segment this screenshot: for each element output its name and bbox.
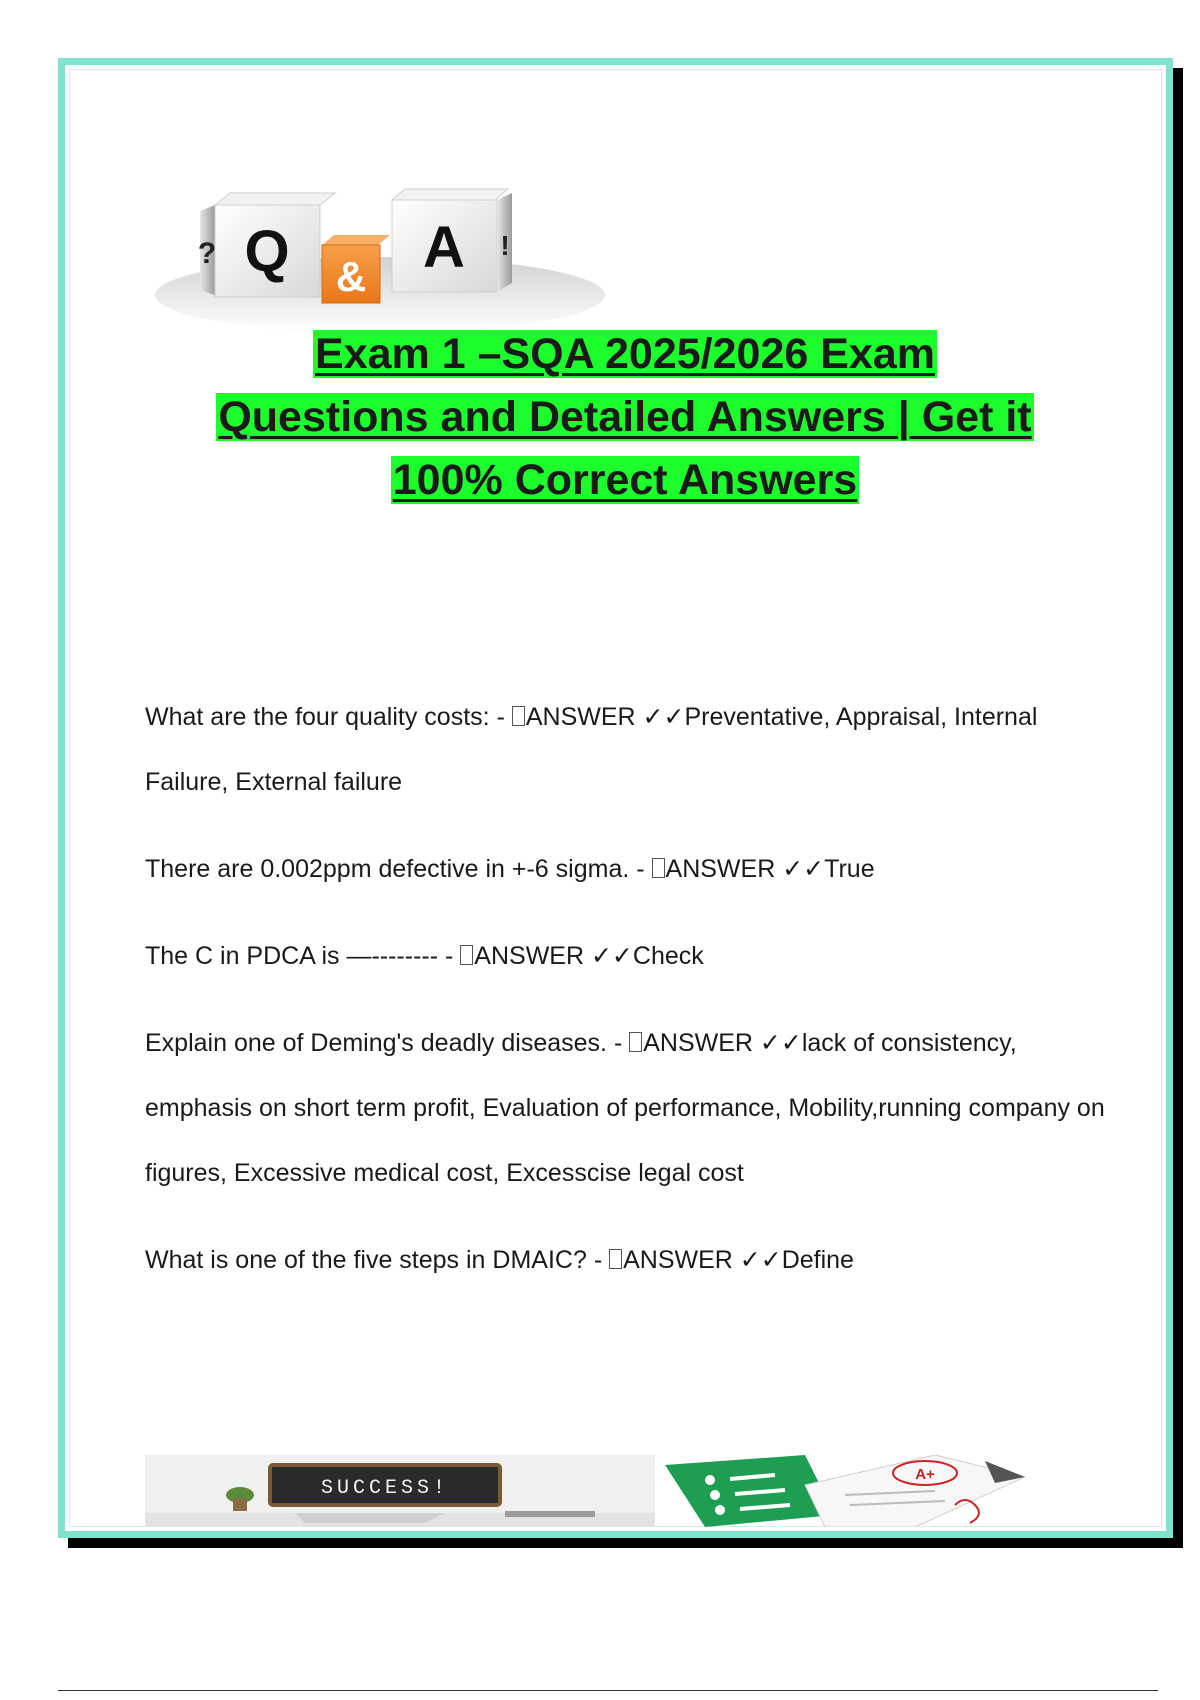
answer-text: Define [781, 1246, 854, 1274]
qa-item [145, 837, 1105, 902]
separator: - [613, 1029, 630, 1057]
missing-glyph-icon [629, 1032, 642, 1052]
grade-mark: A+ [915, 1466, 935, 1483]
a-die [392, 189, 512, 292]
double-check-icon: ✓✓ [759, 1029, 802, 1057]
question-text: What are the four quality costs: [145, 703, 490, 731]
answer-text: Check [632, 942, 704, 970]
separator: - [636, 855, 652, 883]
separator: - [445, 942, 461, 970]
title-line-2: Questions and Detailed Answers | Get it [218, 393, 1032, 441]
missing-glyph-icon [609, 1249, 622, 1269]
question-mark-glyph: ? [197, 237, 217, 270]
q-letter: Q [244, 219, 290, 284]
graded-paper-image [665, 1455, 1025, 1527]
page-bottom-rule [58, 1690, 1158, 1691]
answer-label: ANSWER [460, 942, 584, 970]
qa-item [145, 685, 1105, 815]
title-line-3: 100% Correct Answers [392, 456, 858, 504]
qa-list [145, 685, 1105, 1315]
missing-glyph-icon [460, 945, 473, 965]
double-check-icon: ✓✓ [782, 855, 825, 883]
double-check-icon: ✓✓ [590, 942, 633, 970]
success-sign-image [145, 1455, 655, 1527]
ampersand-die [322, 235, 390, 303]
separator: - [593, 1246, 610, 1274]
qa-item [145, 1011, 1105, 1206]
title-line-1: Exam 1 –SQA 2025/2026 Exam [315, 330, 935, 378]
qa-item [145, 924, 1105, 989]
question-text: Explain one of Deming's deadly diseases. [145, 1029, 607, 1057]
missing-glyph-icon [652, 858, 665, 878]
success-sign-text: SUCCESS! [320, 1477, 450, 1500]
missing-glyph-icon [512, 706, 525, 726]
double-check-icon: ✓✓ [739, 1246, 782, 1274]
footer-images [145, 1455, 1065, 1527]
q-die [198, 193, 335, 297]
page-frame [58, 58, 1173, 1538]
answer-label: ANSWER [512, 703, 636, 731]
question-text: What is one of the five steps in DMAIC? [145, 1246, 587, 1274]
ampersand-letter: & [335, 253, 367, 300]
answer-label: ANSWER [629, 1029, 753, 1057]
double-check-icon: ✓✓ [642, 703, 685, 731]
document-title [125, 323, 1125, 512]
qa-item [145, 1228, 1105, 1293]
answer-text: Preventative, Appraisal, Internal Failure, External failure [145, 703, 1038, 796]
a-letter: A [423, 215, 465, 280]
question-text: There are 0.002ppm defective in +-6 sigma. [145, 855, 630, 883]
exclamation-glyph: ! [500, 230, 510, 261]
question-text: The C in PDCA is —-------- [145, 942, 439, 970]
answer-text: True [824, 855, 875, 883]
answer-text: lack of consistency, emphasis on short term profit, Evaluation of performance, Mobility,running company on figures, Excessive medical cost, Excesscise legal cost [145, 1029, 1105, 1187]
answer-label: ANSWER [609, 1246, 733, 1274]
answer-label: ANSWER [652, 855, 776, 883]
separator: - [496, 703, 512, 731]
